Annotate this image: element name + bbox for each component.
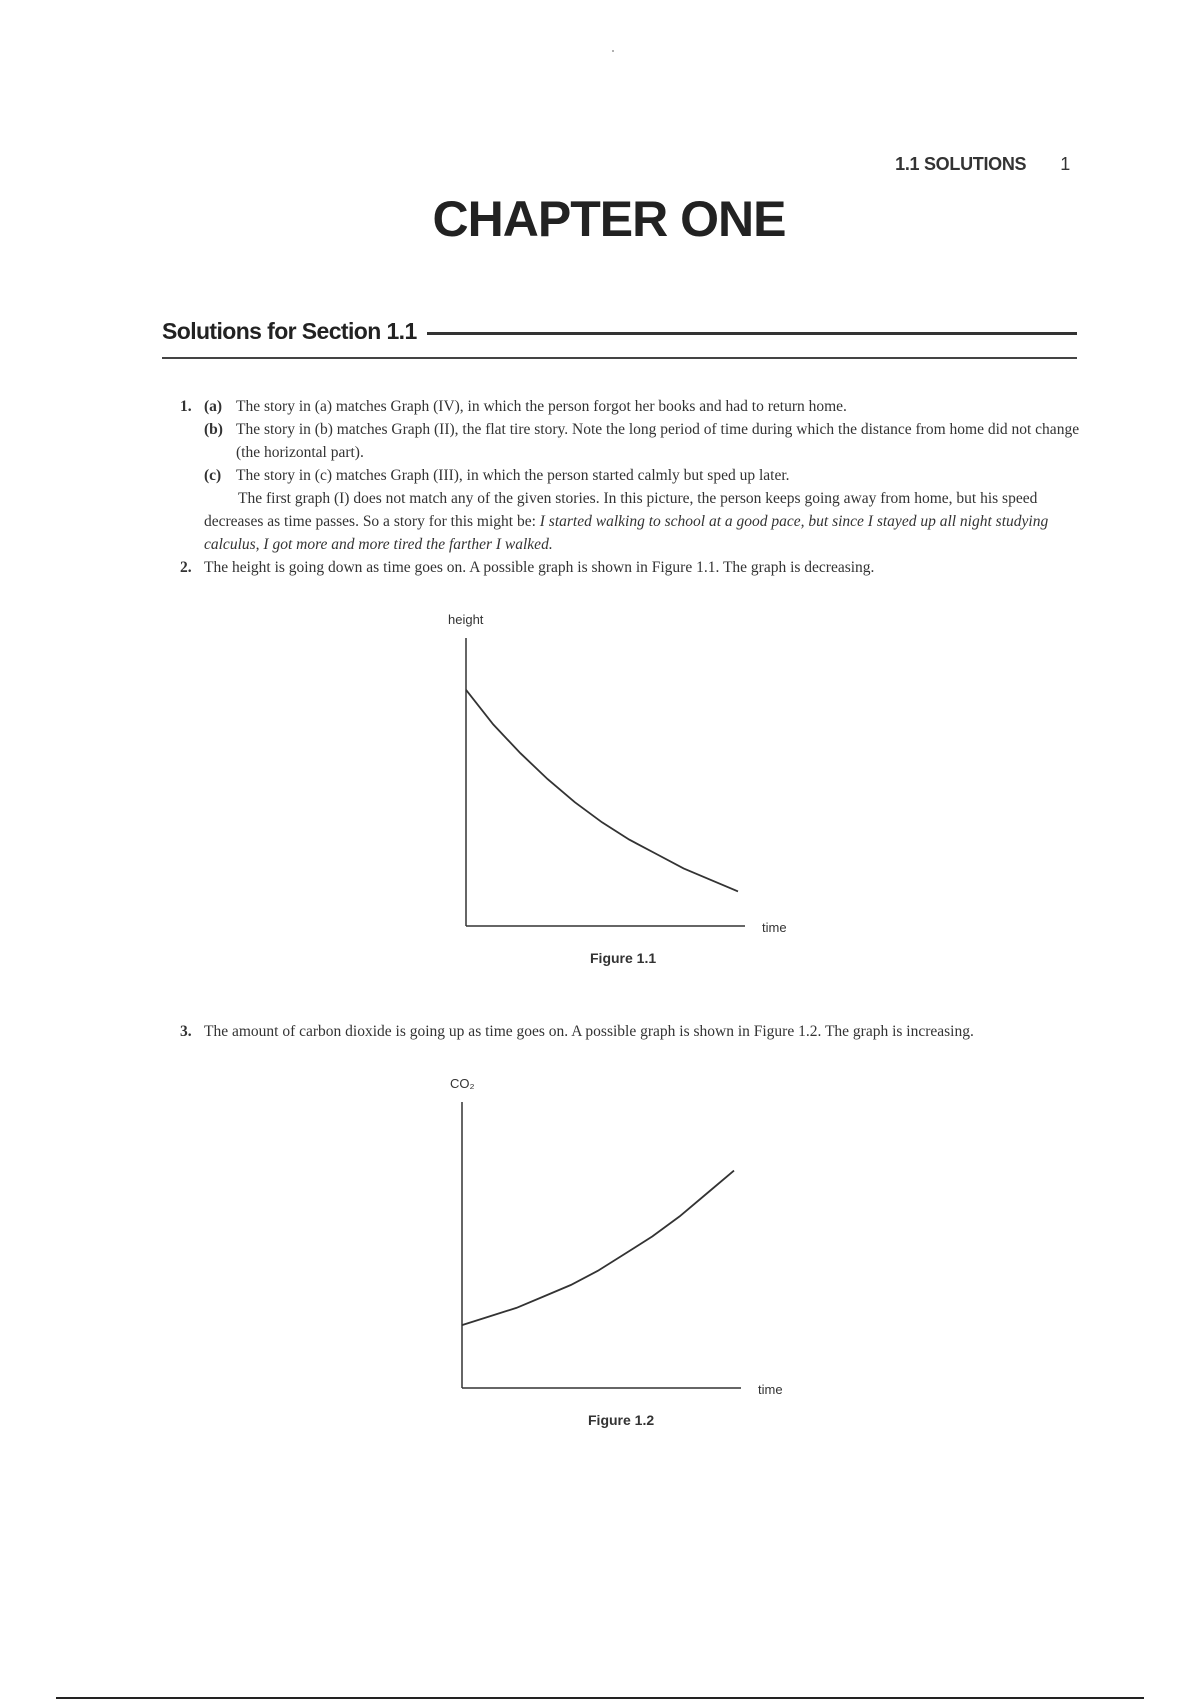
- problem-2-number: 2.: [180, 559, 192, 576]
- problem-1a-label: (a): [204, 398, 223, 415]
- problem-1: [180, 395, 1080, 556]
- running-head-title: 1.1 SOLUTIONS: [895, 154, 1027, 174]
- problem-2: [180, 556, 1080, 579]
- section-heading: [162, 318, 1077, 345]
- problem-3-number: 3.: [180, 1023, 192, 1040]
- figure-1-1-curve: [466, 690, 738, 892]
- problem-1b-text: The story in (b) matches Graph (II), the flat tire story. Note the long period of time during which the distance from home did not change (the horizontal part).: [236, 421, 1080, 461]
- section-title: Solutions for Section 1.1: [162, 318, 417, 344]
- page-bottom-rule: [56, 1697, 1144, 1699]
- problem-1a-text: The story in (a) matches Graph (IV), in which the person forgot her books and had to return home.: [236, 398, 847, 415]
- problem-3: [180, 1020, 1080, 1043]
- problem-1c-label: (c): [204, 467, 222, 484]
- problem-2-text: The height is going down as time goes on. A possible graph is shown in Figure 1.1. The graph is decreasing.: [204, 559, 875, 576]
- figure-1-1-caption: Figure 1.1: [590, 950, 657, 966]
- figure-1-1: [440, 608, 800, 978]
- figure-1-1-plot: [440, 608, 800, 978]
- chapter-title: CHAPTER ONE: [432, 191, 786, 247]
- section-underline: [162, 357, 1077, 359]
- problem-1-extra-text: The first graph (I) does not match any of the given stories. In this picture, the person keeps going away from home, but his speed decreases as time passes. So a story for this might be:: [204, 490, 1038, 530]
- figure-1-1-ylabel: height: [448, 612, 484, 627]
- section-rule: [427, 332, 1077, 335]
- running-head: [895, 154, 1070, 175]
- page-number: 1: [1060, 154, 1070, 174]
- problem-3-text: The amount of carbon dioxide is going up as time goes on. A possible graph is shown in Figure 1.2. The graph is increasing.: [204, 1023, 974, 1040]
- problem-1b-label: (b): [204, 421, 223, 438]
- figure-1-2-curve: [462, 1171, 734, 1326]
- figure-1-2-plot: [436, 1072, 796, 1442]
- problem-1-story: I started walking to school at a good pace, but since I stayed up all night studying calculus, I got more and more tired the farther I walked.: [204, 513, 1049, 553]
- figure-1-2-ylabel: CO₂: [450, 1076, 475, 1091]
- problem-1-number: 1.: [180, 398, 192, 415]
- figure-1-2-caption: Figure 1.2: [588, 1412, 655, 1428]
- figure-1-2-xlabel: time: [758, 1382, 783, 1397]
- figure-1-1-xlabel: time: [762, 920, 787, 935]
- figure-1-2: [436, 1072, 796, 1442]
- scan-speck: [612, 50, 614, 52]
- problem-1c-text: The story in (c) matches Graph (III), in which the person started calmly but sped up later.: [236, 467, 790, 484]
- problem-1-extra: [204, 487, 1080, 556]
